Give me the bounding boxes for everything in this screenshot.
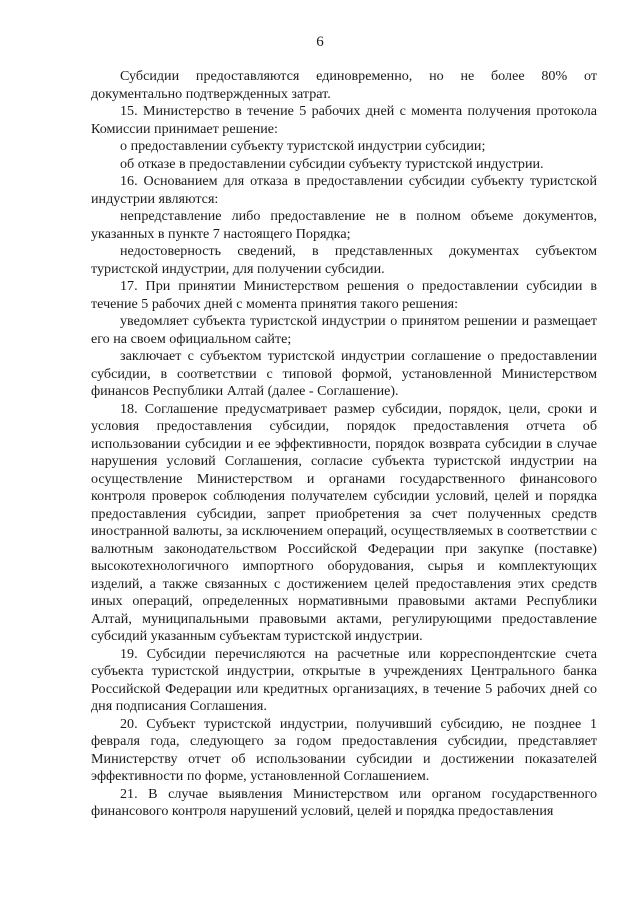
paragraph-17: 17. При принятии Министерством решения о предоставлении субсидии в течение 5 рабочих дней с момента принятия такого решения: bbox=[91, 278, 597, 312]
paragraph-subsidy-limit: Субсидии предоставляются единовременно, но не более 80% от документально подтвержденных затрат. bbox=[91, 68, 597, 102]
paragraph-17-notify: уведомляет субъекта туристской индустрии о принятом решении и размещает его на своем официальном сайте; bbox=[91, 313, 597, 347]
paragraph-19: 19. Субсидии перечисляются на расчетные или корреспондентские счета субъекта туристской индустрии, открытые в учреждениях Центрального банка Российской Федерации или кредитных организациях, в течение 5 рабочих дней со дня подписания Соглашения. bbox=[91, 645, 597, 714]
paragraph-15: 15. Министерство в течение 5 рабочих дней с момента получения протокола Комиссии принимает решение: bbox=[91, 103, 597, 137]
paragraph-17-agreement: заключает с субъектом туристской индустрии соглашение о предоставлении субсидии, в соответствии с типовой формой, установленной Министерством финансов Республики Алтай (далее - Соглашение). bbox=[91, 348, 597, 399]
paragraph-15-option-refuse: об отказе в предоставлении субсидии субъекту туристской индустрии. bbox=[120, 155, 544, 172]
paragraph-18: 18. Соглашение предусматривает размер субсидии, порядок, цели, сроки и условия предоставления субсидии, порядок предоставления отчета об использовании субсидии и ее эффективности, порядок возврата субсидии в случае нарушения условий Соглашения, согласие субъекта туристской индустрии на осуществление Министерством и органами государственного финансового контроля проверок соблюдения получателем субсидии условий, целей и порядка предоставления субсидии, запрет приобретения за счет полученных средств иностранной валюты, за исключением операций, осуществляемых в соответствии с валютным законодательством Российской Федерации при закупке (поставке) высокотехнологичного импортного оборудования, сырья и комплектующих изделий, а также связанных с достижением целей предоставления этих средств иных операций, определенных нормативными правовыми актами Республики Алтай, муниципальными правовыми актами, регулирующими предоставление субсидий указанным субъектам туристской индустрии. bbox=[91, 400, 597, 644]
paragraph-16-reason-documents: непредставление либо предоставление не в полном объеме документов, указанных в пункте 7 настоящего Порядка; bbox=[91, 208, 597, 242]
paragraph-16: 16. Основанием для отказа в предоставлении субсидии субъекту туристской индустрии являются: bbox=[91, 173, 597, 207]
paragraph-15-option-grant: о предоставлении субъекту туристской индустрии субсидии; bbox=[120, 138, 486, 154]
paragraph-21: 21. В случае выявления Министерством или органом государственного финансового контроля нарушений условий, целей и порядка предоставления bbox=[91, 785, 597, 819]
page-number: 6 bbox=[316, 34, 324, 50]
paragraph-20: 20. Субъект туристской индустрии, получивший субсидию, не позднее 1 февраля года, следующего за годом предоставления субсидии, представляет Министерству отчет об использовании субсидии и достижении показателей эффективности по форме, установленной Соглашением. bbox=[91, 715, 597, 784]
document-body bbox=[91, 68, 597, 821]
paragraph-16-reason-false-info: недостоверность сведений, в представленных документах субъектом туристской индустрии, для получении субсидии. bbox=[91, 243, 597, 277]
